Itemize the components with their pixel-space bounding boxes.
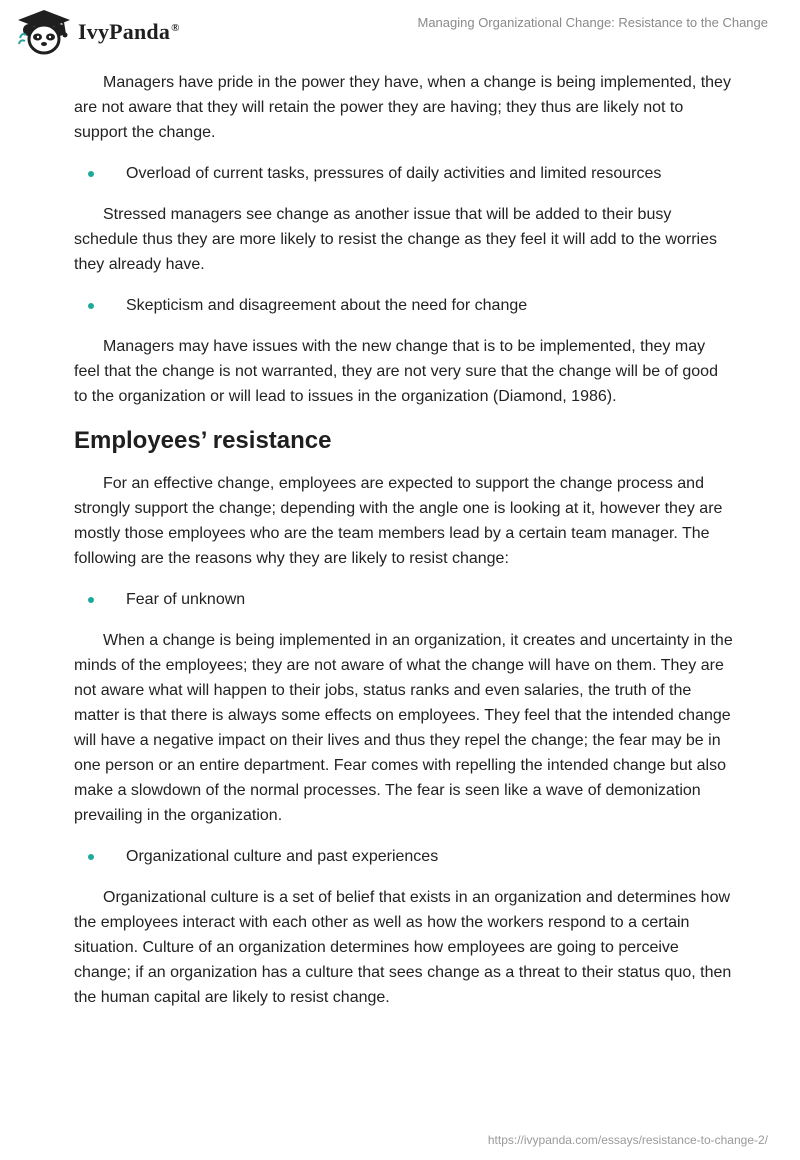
bullet-icon xyxy=(88,303,94,309)
bullet-text: Organizational culture and past experiences xyxy=(126,848,439,865)
page-header xyxy=(0,0,800,64)
bullet-item xyxy=(74,161,734,186)
bullet-item xyxy=(74,844,734,869)
bullet-text: Overload of current tasks, pressures of daily activities and limited resources xyxy=(126,165,662,182)
bullet-item xyxy=(74,587,734,612)
bullet-icon xyxy=(88,597,94,603)
paragraph: Organizational culture is a set of belief that exists in an organization and determines how the employees interact with each other as well as how the workers respond to a certain situation. Culture of an organization determines how employees are going to perceive change; if an organization has a culture that sees change as a threat to their status quo, then the human capital are likely to resist change. xyxy=(74,889,732,1006)
paragraph: Managers have pride in the power they have, when a change is being implemented, they are not aware that they will retain the power they are having; they thus are likely not to support the change. xyxy=(74,74,731,141)
registered-mark: ® xyxy=(171,21,180,34)
ivypanda-logo[interactable] xyxy=(16,8,180,56)
essay-content xyxy=(74,70,734,1026)
paragraph: Managers may have issues with the new change that is to be implemented, they may feel that the change is not warranted, they are not very sure that the change will be of good to the organization or will lead to issues in the organization (Diamond, 1986). xyxy=(74,338,718,405)
bullet-text: Skepticism and disagreement about the need for change xyxy=(126,297,528,314)
brand-name xyxy=(78,19,180,45)
paragraph: Stressed managers see change as another issue that will be added to their busy schedule thus they are more likely to resist the change as they feel it will add to the worries they already have. xyxy=(74,206,717,273)
bullet-icon xyxy=(88,171,94,177)
brand-text: IvyPanda xyxy=(78,19,171,44)
source-url[interactable]: https://ivypanda.com/essays/resistance-to-change-2/ xyxy=(487,1133,768,1147)
bullet-text: Fear of unknown xyxy=(126,591,246,608)
bullet-item xyxy=(74,293,734,318)
paragraph: When a change is being implemented in an organization, it creates and uncertainty in the minds of the employees; they are not aware of what the change will have on them. They are not aware what will happen to their jobs, status ranks and even salaries, the truth of the matter is that there is always some effects on employees. They feel that the intended change will have a negative impact on their lives and thus they repel the change; the fear may be in one person or an entire department. Fear comes with repelling the intended change but also make a slowdown of the normal processes. The fear is seen like a wave of demonization prevailing in the organization. xyxy=(74,632,733,824)
document-title: Managing Organizational Change: Resistance to the Change xyxy=(417,15,768,30)
bullet-icon xyxy=(88,854,94,860)
section-heading: Employees’ resistance xyxy=(74,427,332,454)
panda-graduate-icon xyxy=(16,8,72,56)
paragraph: For an effective change, employees are expected to support the change process and strongly support the change; depending with the angle one is looking at it, however they are mostly those employees who are the team members lead by a certain team manager. The following are the reasons why they are likely to resist change: xyxy=(74,475,723,567)
